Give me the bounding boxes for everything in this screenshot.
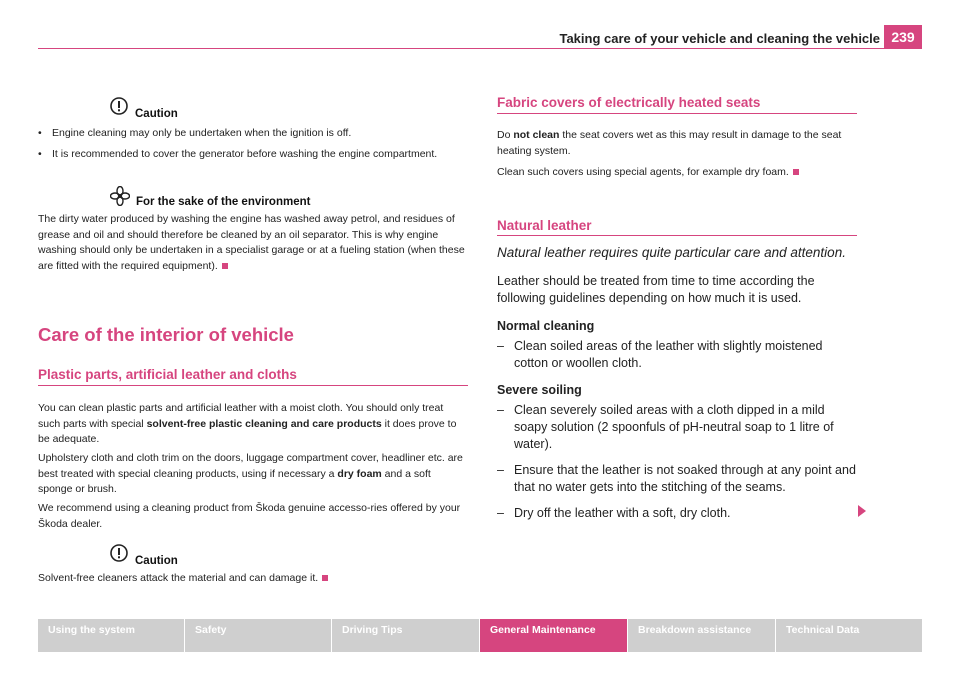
leather-intro: Leather should be treated from time to time according the following guidelines depending on how much it is used. <box>497 274 815 305</box>
tab-general-maintenance[interactable]: General Maintenance <box>480 619 627 652</box>
plastic-p1: You can clean plastic parts and artificial leather with a moist cloth. You should only treat such parts with special solvent-free plastic cleaning and care products it does prove to be adequate. <box>38 402 457 445</box>
plastic-heading: Plastic parts, artificial leather and cloths <box>38 367 297 382</box>
heading-rule <box>497 235 857 236</box>
end-mark-icon <box>793 169 799 175</box>
list-item: – Ensure that the leather is not soaked through at any point and that no water gets into the stitching of the seams. <box>497 463 856 494</box>
severe-soiling-title: Severe soiling <box>497 383 582 397</box>
list-item: – Clean soiled areas of the leather with slightly moistened cotton or woollen cloth. <box>497 339 823 370</box>
plastic-p2: Upholstery cloth and cloth trim on the doors, luggage compartment cover, headliner etc. are best treated with special cleaning products, using if necessary a dry foam and a soft sponge or brush. <box>38 452 463 495</box>
caution-icon <box>110 97 128 115</box>
caution2-text: Solvent-free cleaners attack the material and can damage it. <box>38 571 468 587</box>
tab-driving-tips[interactable]: Driving Tips <box>332 619 479 652</box>
list-item: • Engine cleaning may only be undertaken when the ignition is off. <box>38 126 468 142</box>
normal-list <box>497 338 857 372</box>
end-mark-icon <box>222 263 228 269</box>
normal-cleaning-title: Normal cleaning <box>497 319 595 333</box>
dash-icon: – <box>497 506 504 520</box>
running-header: Taking care of your vehicle and cleaning the vehicle <box>559 31 880 46</box>
flower-icon <box>110 186 130 206</box>
fabric-heading: Fabric covers of electrically heated seats <box>497 95 761 110</box>
list-item: – Dry off the leather with a soft, dry cloth. <box>497 506 731 520</box>
section-title: Care of the interior of vehicle <box>38 324 294 345</box>
caution-list <box>38 126 468 162</box>
caution-title: Caution <box>135 555 178 567</box>
fabric-p1: Do not clean the seat covers wet as this may result in damage to the seat heating system. <box>497 129 842 157</box>
page-number: 239 <box>884 25 922 49</box>
leather-heading: Natural leather <box>497 218 592 233</box>
continue-arrow-icon <box>858 505 866 517</box>
tab-breakdown-assistance[interactable]: Breakdown assistance <box>628 619 775 652</box>
list-item: • It is recommended to cover the generator before washing the engine compartment. <box>38 147 468 163</box>
bullet-icon: • <box>38 127 42 139</box>
dash-icon: – <box>497 403 504 417</box>
severe-list <box>497 402 859 522</box>
fabric-p2: Clean such covers using special agents, for example dry foam. <box>497 165 859 181</box>
tab-technical-data[interactable]: Technical Data <box>776 619 922 652</box>
tab-using-the-system[interactable]: Using the system <box>38 619 184 652</box>
end-mark-icon <box>322 575 328 581</box>
list-item: – Clean severely soiled areas with a cloth dipped in a mild soapy solution (2 spoonfuls of pH-neutral soap to 1 litre of water). <box>497 403 834 451</box>
tab-safety[interactable]: Safety <box>185 619 331 652</box>
heading-rule <box>497 113 857 114</box>
bullet-icon: • <box>38 147 42 160</box>
dash-icon: – <box>497 339 504 353</box>
leather-subtitle: Natural leather requires quite particular care and attention. <box>497 245 846 260</box>
environment-title: For the sake of the environment <box>136 196 311 208</box>
caution-title: Caution <box>135 108 178 120</box>
plastic-p3: We recommend using a cleaning product from Škoda genuine accesso-ries offered by your Škoda dealer. <box>38 502 461 530</box>
dash-icon: – <box>497 463 504 477</box>
environment-text: The dirty water produced by washing the engine has washed away petrol, and residues of grease and oil and should therefore be cleaned by an oil separator. This is why engine washing should only be undertaken in a specialist garage or at a fueling station (when these are fitted with the required equipment). <box>38 213 465 272</box>
header-rule <box>38 48 922 49</box>
heading-rule <box>38 385 468 386</box>
caution-icon <box>110 544 128 562</box>
